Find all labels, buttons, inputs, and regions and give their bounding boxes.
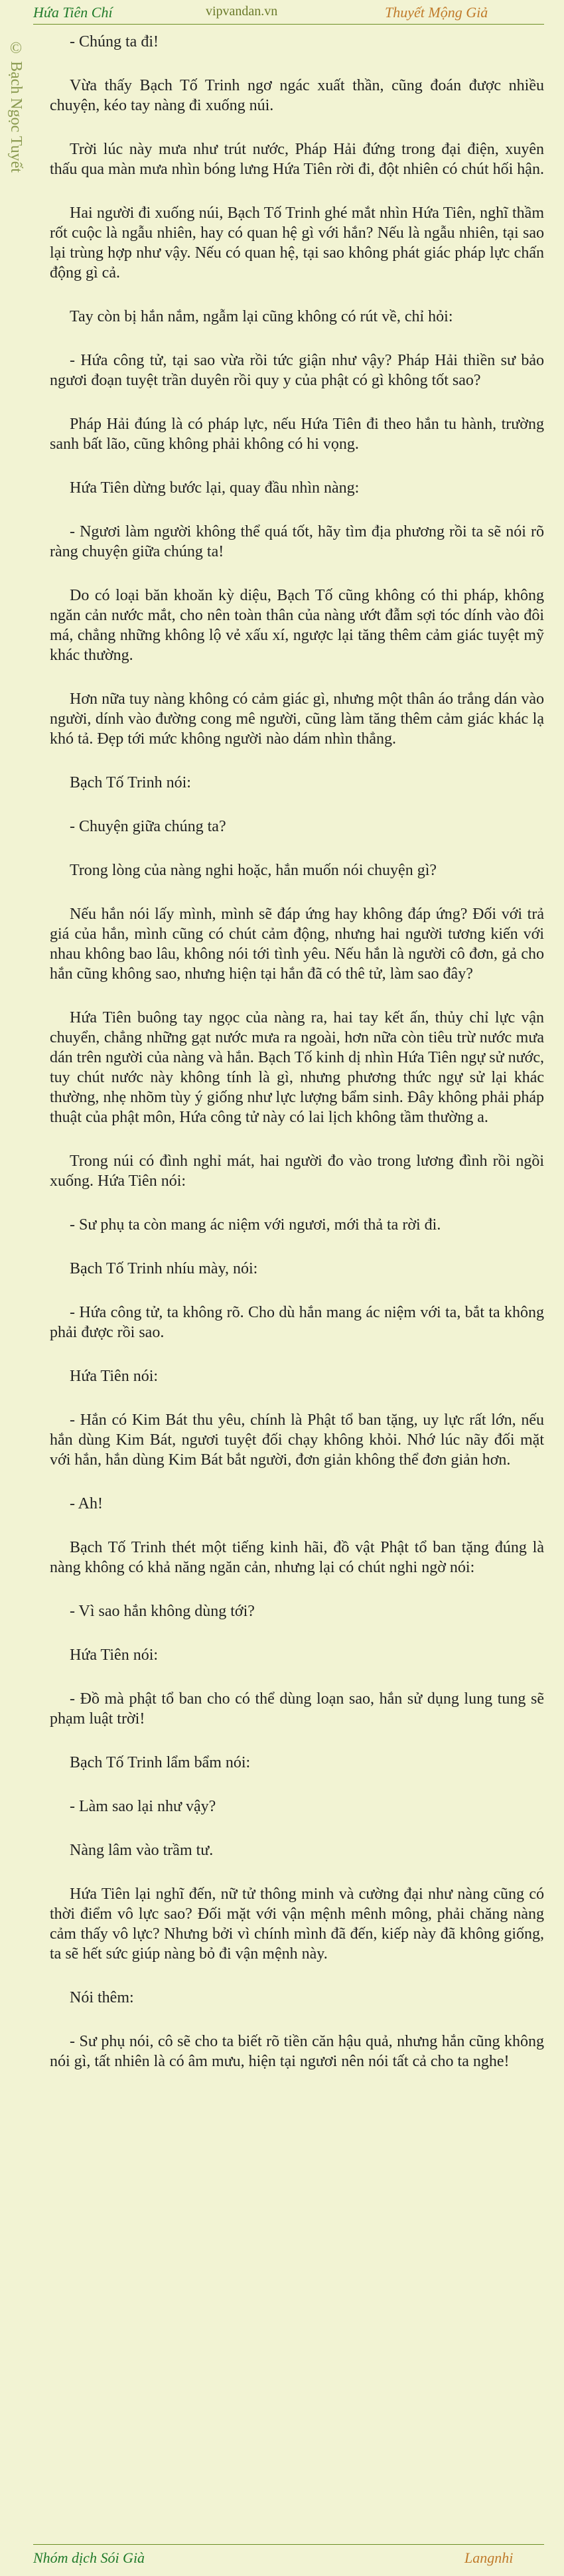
paragraph: Bạch Tố Trinh lẩm bẩm nói: xyxy=(70,1754,251,1771)
paragraph: Tay còn bị hắn nắm, ngẫm lại cũng không có rút về, chỉ hỏi: xyxy=(70,308,453,325)
paragraph: Hai người đi xuống núi, Bạch Tố Trinh ghé mắt nhìn Hứa Tiên, nghĩ thầm rốt cuộc là ngẫu nhiên, hay có quan hệ gì với hắn? Nếu là ngẫu nhiên, tại sao lại trùng hợp như vậy. Nếu có quan hệ, tại sao không phát giác pháp lực chấn động gì cả. xyxy=(50,204,544,282)
paragraph: Trong lòng của nàng nghi hoặc, hắn muốn nói chuyện gì? xyxy=(70,862,437,879)
paragraph: Trong núi có đình nghỉ mát, hai người đo vào trong lương đình rồi ngồi xuống. Hứa Tiên nói: xyxy=(50,1153,544,1190)
paragraph: Hứa Tiên nói: xyxy=(70,1368,159,1385)
paragraph: Trời lúc này mưa như trút nước, Pháp Hải đứng trong đại điện, xuyên thấu qua màn mưa nhìn bóng lưng Hứa Tiên rời đi, đột nhiên có chút hối hận. xyxy=(50,141,544,178)
footer-editor: Langnhi xyxy=(464,2549,514,2566)
paragraph: Bạch Tố Trinh nhíu mày, nói: xyxy=(70,1260,258,1277)
paragraph: - Hứa công tử, tại sao vừa rồi tức giận như vậy? Pháp Hải thiền sư bảo ngươi đoạn tuyệt trần duyên rồi quy y của phật có gì không tốt sao? xyxy=(50,352,544,389)
paragraph: Hứa Tiên buông tay ngọc của nàng ra, hai tay kết ấn, thủy chỉ lực vận chuyển, chẳng những gạt nước mưa ra ngoài, hơn nữa còn tiêu trừ nước mưa dán trên người của nàng và hắn. Bạch Tố kinh dị nhìn Hứa Tiên ngự sử nước, tuy chút nước này không tính là gì, nhưng phương thức ngự sử lại khác thường, nhẹ nhõm tùy ý giống như lực lượng bẩm sinh. Đây không phải pháp thuật của phật môn, Hứa công tử này có lai lịch không tầm thường a. xyxy=(50,1009,544,1126)
paragraph: Pháp Hải đúng là có pháp lực, nếu Hứa Tiên đi theo hắn tu hành, trường sanh bất lão, cũng không phải không có hi vọng. xyxy=(50,416,544,453)
paragraph: - Hắn có Kim Bát thu yêu, chính là Phật tổ ban tặng, uy lực rất lớn, nếu hắn dùng Kim Bát, ngươi tuyệt đối chạy không khỏi. Nhớ lúc nãy đối mặt với hắn, hắn dùng Kim Bát bắt người, đơn giản không thể đơn giản hơn. xyxy=(50,1411,544,1469)
side-watermark-text: © Bạch Ngọc Tuyết xyxy=(7,40,25,173)
footer-translator-group: Nhóm dịch Sói Già xyxy=(33,2549,145,2566)
chapter-body xyxy=(50,32,544,2095)
paragraph: Nếu hắn nói lấy mình, mình sẽ đáp ứng hay không đáp ứng? Đối với trả giá của hắn, mình cũng có chút cảm động, nhưng hai người tương kiến với nhau không bao lâu, không nói tới tình yêu. Nếu hắn là người cô đơn, gả cho hắn cũng không sao, nhưng hiện tại hắn đã có thê tử, làm sao đây? xyxy=(50,906,544,983)
paragraph: Hứa Tiên lại nghĩ đến, nữ tử thông minh và cường đại như nàng cũng có thời điểm vô lực sao? Đối mặt với vận mệnh mênh mông, phải chăng nàng cảm thấy vô lực? Nhưng bởi vì chính mình đã đến, kiếp này đã không giống, ta sẽ hết sức giúp nàng bỏ đi vận mệnh này. xyxy=(50,1886,544,1963)
paragraph: - Đồ mà phật tổ ban cho có thể dùng loạn sao, hắn sử dụng lung tung sẽ phạm luật trời! xyxy=(50,1690,544,1728)
paragraph: Vừa thấy Bạch Tố Trinh ngơ ngác xuất thần, cũng đoán được nhiều chuyện, kéo tay nàng đi xuống núi. xyxy=(50,77,544,114)
paragraph: Hơn nữa tuy nàng không có cảm giác gì, nhưng một thân áo trắng dán vào người, dính vào đường cong mê người, cũng làm tăng thêm cảm giác khác lạ khó tả. Đẹp tới mức không người nào dám nhìn thẳng. xyxy=(50,690,544,748)
paragraph: Hứa Tiên dừng bước lại, quay đầu nhìn nàng: xyxy=(70,479,360,497)
header-author: Thuyết Mộng Giả xyxy=(385,4,488,21)
paragraph: Nói thêm: xyxy=(70,1989,134,2006)
header-site-name: vipvandan.vn xyxy=(206,4,278,19)
paragraph: Do có loại băn khoăn kỳ diệu, Bạch Tố cũng không có thi pháp, không ngăn cản nước mắt, cho nên toàn thân của nàng ướt đẫm sợi tóc dính vào đôi má, chẳng những không lộ vẻ xấu xí, ngược lại tăng thêm cảm giác tuyệt mỹ khác thường. xyxy=(50,587,544,664)
paragraph: - Sư phụ ta còn mang ác niệm với ngươi, mới thả ta rời đi. xyxy=(70,1216,441,1234)
paragraph: Hứa Tiên nói: xyxy=(70,1647,159,1664)
paragraph: Bạch Tố Trinh nói: xyxy=(70,774,191,791)
paragraph: - Chúng ta đi! xyxy=(70,33,159,50)
paragraph: - Ah! xyxy=(70,1495,103,1512)
paragraph: - Sư phụ nói, cô sẽ cho ta biết rõ tiền căn hậu quả, nhưng hắn cũng không nói gì, tất nhiên là có âm mưu, hiện tại ngươi nên nói tất cả cho ta nghe! xyxy=(50,2033,544,2070)
paragraph: - Chuyện giữa chúng ta? xyxy=(70,818,226,835)
paragraph: Nàng lâm vào trầm tư. xyxy=(70,1842,214,1859)
paragraph: - Vì sao hắn không dùng tới? xyxy=(70,1603,255,1620)
header-book-title: Hứa Tiên Chí xyxy=(33,4,113,21)
footer-divider xyxy=(33,2544,544,2545)
paragraph: - Làm sao lại như vậy? xyxy=(70,1798,216,1815)
side-watermark xyxy=(7,40,25,1208)
paragraph: Bạch Tố Trinh thét một tiếng kinh hãi, đồ vật Phật tổ ban tặng đúng là nàng không có khả năng ngăn cản, nhưng lại có chút nghi ngờ nói: xyxy=(50,1539,544,1576)
header-divider xyxy=(33,24,544,25)
page-header xyxy=(0,0,564,25)
paragraph: - Hứa công tử, ta không rõ. Cho dù hắn mang ác niệm với ta, bắt ta không phải được rồi sao. xyxy=(50,1304,544,1341)
paragraph: - Ngươi làm người không thể quá tốt, hãy tìm địa phương rồi ta sẽ nói rõ ràng chuyện giữa chúng ta! xyxy=(50,523,544,560)
